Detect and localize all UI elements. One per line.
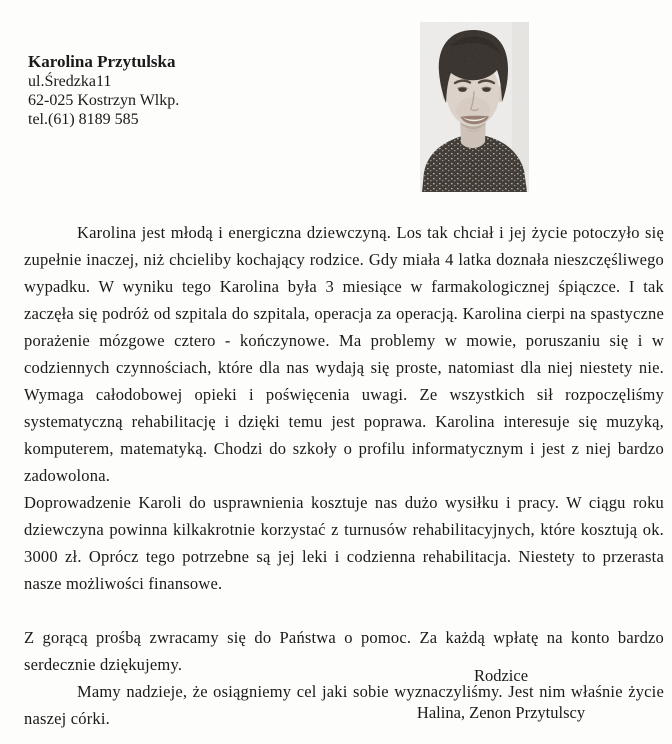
portrait-photo-image (420, 22, 529, 192)
signature-names: Halina, Zenon Przytulscy (416, 703, 586, 722)
portrait-photo (420, 22, 529, 192)
signature-block (330, 666, 672, 722)
sender-block (28, 52, 179, 129)
sender-address-street: ul.Średzka11 (28, 73, 112, 90)
letter-paragraph-2: Doprowadzenie Karoli do usprawnienia kosztuje nas dużo wysiłku i pracy. W ciągu roku dziewczyna powinna kilkakrotnie korzystać z turnusów rehabilitacyjnych, które kosztują ok. 3000 zł. Oprócz tego potrzebne są jej leki i codzienna rehabilitacja. Niestety to przerasta nasze możliwości finansowe. (24, 493, 664, 593)
letter-paragraph-3: Z gorącą prośbą zwracamy się do Państwa o pomoc. Za każdą wpłatę na konto bardzo serdecznie dziękujemy. (24, 628, 664, 674)
sender-address-city: 62-025 Kostrzyn Wlkp. (28, 92, 180, 109)
letter-paragraph-1: Karolina jest młodą i energiczna dziewczyną. Los tak chciał i jej życie potoczyło się zupełnie inaczej, niż chcieliby kochający rodzice. Gdy miała 4 latka doznała nieszczęśliwego wypadku. W wyniku tego Karolina była 3 miesiące w farmakologicznej śpiączce. I tak zaczęła się podróż od szpitala do szpitala, operacja za operacją. Karolina cierpi na spastyczne porażenie mózgowe cztero - kończynowe. Ma problemy w mowie, poruszaniu się i w codziennych czynnościach, które dla nas wydają się proste, natomiast dla niej niestety nie. Wymaga całodobowej opieki i poświęcenia uwagi. Ze wszystkich sił rozpoczęliśmy systematyczną rehabilitację i dzięki temu jest poprawa. Karolina interesuje się muzyką, komputerem, matematyką. Chodzi do szkoły o profilu informatycznym i jest z niej bardzo zadowolona. (24, 223, 664, 485)
letter-paragraph-4: Mamy nadzieje, że osiągniemy cel jaki sobie wyznaczyliśmy. Jest nim właśnie życie naszej córki. (24, 682, 664, 728)
letter-body (24, 219, 664, 732)
signature-role: Rodzice (473, 666, 529, 685)
sender-name: Karolina Przytulska (28, 52, 176, 71)
sender-phone: tel.(61) 8189 585 (28, 111, 139, 128)
